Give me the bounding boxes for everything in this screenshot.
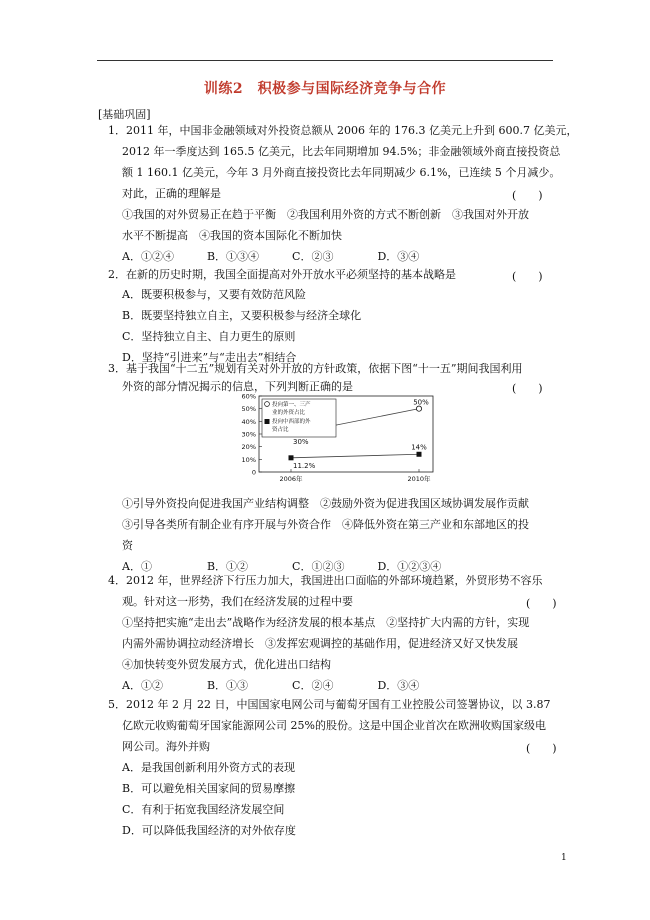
q3-option-line: ①引导外资投向促进我国产业结构调整 ②鼓励外资为促进我国区域协调发展作贡献	[122, 497, 529, 510]
y-tick-label: 40%	[241, 417, 256, 426]
q2-option: C．坚持独立自主、自力更生的原则	[122, 330, 296, 343]
legend-square-marker	[265, 419, 270, 424]
data-label: 14%	[411, 443, 427, 452]
q4-line: 观。针对这一形势，我们在经济发展的过程中要	[122, 595, 353, 608]
q1-line: 1．2011 年，中国非金融领域对外投资总额从 2006 年的 176.3 亿美元上升到 600.7 亿美元，	[108, 124, 578, 137]
q1-line: 额 1 160.1 亿美元，今年 3 月外商直接投资比去年同期减少 6.1%，已连续 5 个月减少。	[122, 166, 561, 179]
legend-circle-marker	[265, 402, 270, 407]
q5-line: 网公司。海外并购	[122, 740, 210, 753]
q1-option-line: ①我国的对外贸易正在趋于平衡 ②我国利用外资的方式不断创新 ③我国对外开放	[122, 208, 529, 221]
data-point	[416, 406, 421, 411]
q5-option: D．可以降低我国经济的对外依存度	[122, 824, 296, 837]
q4-line: 4．2012 年，世界经济下行压力加大，我国进出口面临的外部环境趋紧，外贸形势不容乐	[108, 574, 543, 587]
data-point	[289, 455, 294, 460]
y-tick-label: 50%	[241, 405, 256, 414]
q5-option: B．可以避免相关国家间的贸易摩擦	[122, 782, 296, 795]
y-tick-label: 20%	[241, 443, 256, 452]
q4-option-line: 内需外需协调拉动经济增长 ③发挥宏观调控的基础作用，促进经济又好又快发展	[122, 637, 518, 650]
header-rule	[97, 60, 553, 61]
q4-answer-blank: ( )	[526, 597, 557, 610]
q3-option-line: 资	[122, 539, 133, 552]
q2-option: D．坚持“引进来”与“走出去”相结合	[122, 351, 297, 364]
legend-text: 投向第一、三产	[272, 402, 311, 408]
q5-option: C．有利于拓宽我国经济发展空间	[122, 803, 285, 816]
q4-option-line: ④加快转变外贸发展方式，优化进出口结构	[122, 658, 331, 671]
q2-line: 2．在新的历史时期，我国全面提高对外开放水平必须坚持的基本战略是	[108, 268, 456, 281]
q3-option-line: ③引导各类所有制企业有序开展与外资合作 ④降低外资在第三产业和东部地区的投	[122, 518, 529, 531]
legend-text: 投向中西部的外	[272, 419, 311, 425]
q5-line: 5．2012 年 2 月 22 日，中国国家电网公司与葡萄牙国有工业控股公司签署协议，以 3.87	[108, 698, 551, 711]
q2-answer-blank: ( )	[512, 270, 543, 283]
legend-text: 资占比	[272, 427, 289, 433]
q5-answer-blank: ( )	[526, 742, 557, 755]
series-line	[291, 454, 419, 458]
data-label: 30%	[293, 438, 309, 446]
y-tick-label: 0	[251, 468, 256, 477]
page-number: 1	[561, 853, 567, 863]
q2-option: B．既要坚持独立自主，又要积极参与经济全球化	[122, 309, 362, 322]
q1-option-line: 水平不断提高 ④我国的资本国际化不断加快	[122, 229, 342, 242]
data-label: 50%	[413, 398, 429, 407]
q1-line: 2012 年一季度达到 165.5 亿美元，比去年同期增加 94.5%；非金融领域外商直接投资总	[122, 145, 561, 158]
x-tick-label: 2010年	[407, 475, 431, 483]
y-tick-label: 60%	[241, 392, 256, 401]
q1-line: 对此，正确的理解是	[122, 187, 221, 200]
q3-answer-blank: ( )	[512, 382, 543, 395]
q5-line: 亿欧元收购葡萄牙国家能源网公司 25%的股份。这是中国企业首次在欧洲收购国家级电	[122, 719, 546, 732]
q3-line: 3．基于我国“十二五”规划有关对外开放的方针政策，依据下图“十一五”期间我国利用	[108, 362, 523, 375]
data-point	[417, 452, 422, 457]
q3-choices: A．① B．①② C．①②③ D．①②③④	[122, 560, 442, 573]
section-label: [基础巩固]	[98, 108, 151, 121]
y-tick-label: 30%	[241, 430, 256, 439]
q4-option-line: ①坚持把实施“走出去”战略作为经济发展的根本基点 ②坚持扩大内需的方针，实现	[122, 616, 530, 629]
q1-answer-blank: ( )	[512, 189, 543, 202]
page-title: 训练2 积极参与国际经济竞争与合作	[203, 81, 447, 97]
q5-option: A．是我国创新利用外资方式的表现	[122, 761, 295, 774]
y-tick-label: 10%	[241, 455, 256, 464]
q4-choices: A．①② B．①③ C．②④ D．③④	[122, 679, 420, 692]
q2-option: A．既要积极参与，又要有效防范风险	[122, 288, 306, 301]
legend-text: 业的外资占比	[272, 410, 306, 416]
q1-choices: A．①②④ B．①③④ C．②③ D．③④	[122, 250, 420, 263]
x-tick-label: 2006年	[279, 475, 303, 483]
q3-line: 外资的部分情况揭示的信息，下列判断正确的是	[122, 380, 353, 393]
foreign-investment-chart	[233, 392, 443, 490]
data-label: 11.2%	[293, 461, 316, 470]
